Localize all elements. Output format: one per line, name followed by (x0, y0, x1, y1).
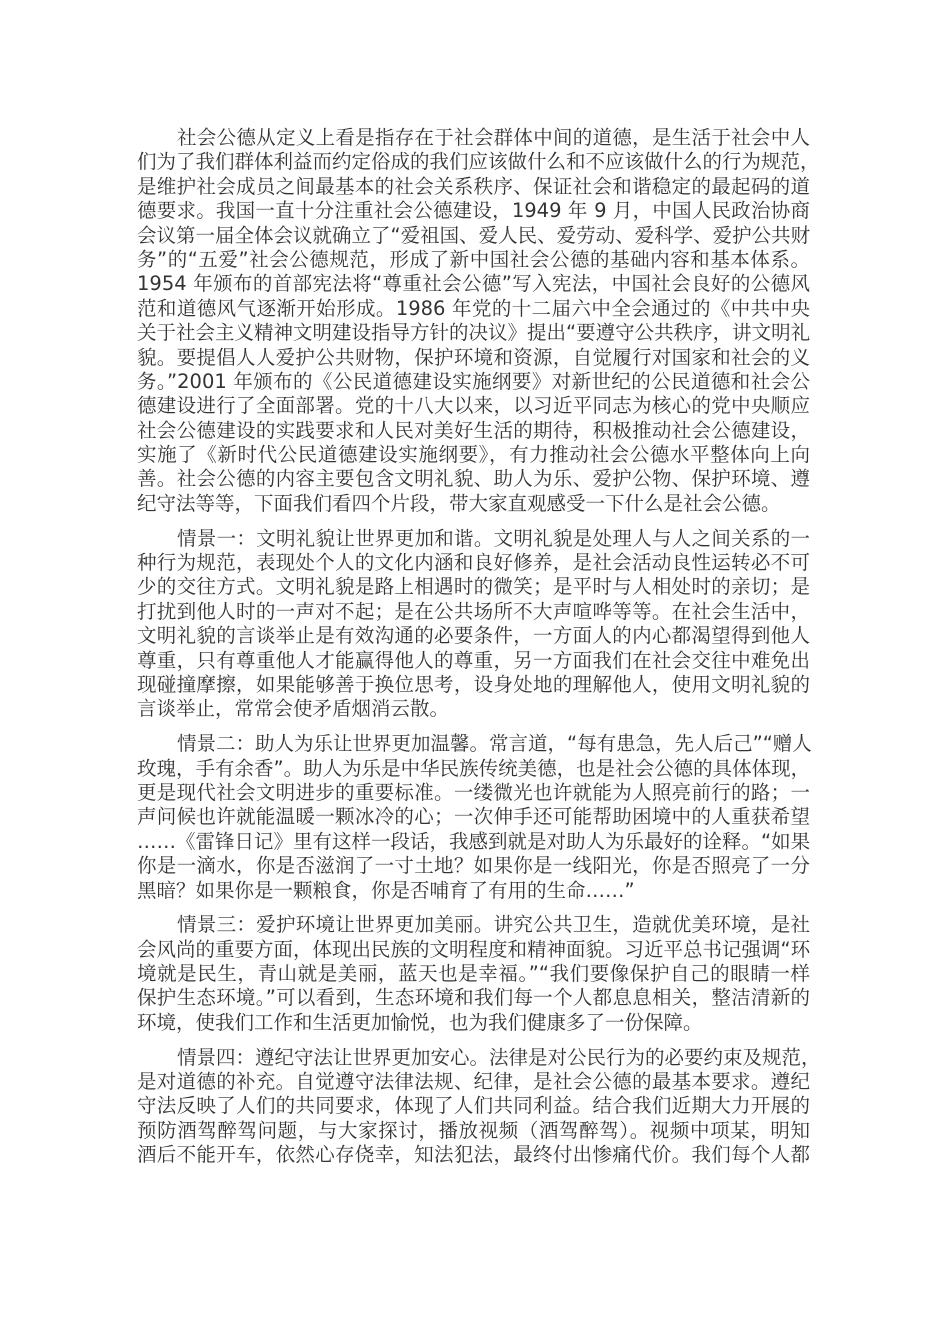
text-line: 们为了我们群体利益而约定俗成的我们应该做什么和不应该做什么的行为规范， (137, 150, 820, 174)
text-line: 守法反映了人们的共同要求，体现了人们共同利益。结合我们近期大力开展的 (137, 1094, 810, 1118)
text-line: 文明礼貌的言谈举止是有效沟通的必要条件，一方面人的内心都渴望得到他人 (137, 624, 810, 648)
text-line: 德建设进行了全面部署。党的十八大以来，以习近平同志为核心的党中央顺应 (137, 394, 810, 418)
text-line: 会议第一届全体会议就确立了“爱祖国、爱人民、爱劳动、爱科学、爱护公共财 (137, 223, 811, 247)
text-line: 更是现代社会文明进步的重要标准。一缕微光也许就能为人照亮前行的路；一 (137, 780, 810, 804)
text-line: 情景三：爱护环境让世界更加美丽。讲究公共卫生，造就优美环境，是社 (177, 913, 810, 937)
text-line: 实施了《新时代公民道德建设实施纲要》，有力推动社会公德水平整体向上向 (137, 443, 810, 467)
text-line: 少的交往方式。文明礼貌是路上相遇时的微笑；是平时与人相处时的亲切；是 (137, 575, 810, 599)
paragraph (137, 913, 810, 1035)
text-line: 社会公德从定义上看是指存在于社会群体中间的道德，是生活于社会中人 (177, 126, 810, 149)
text-line: 务。”2001 年颁布的《公民道德建设实施纲要》对新世纪的公民道德和社会公 (137, 369, 810, 393)
text-line: 打扰到他人时的一声对不起；是在公共场所不大声喧哗等等。在社会生活中， (137, 599, 810, 623)
text-line: 范和道德风气逐渐开始形成。1986 年党的十二届六中全会通过的《中共中央 (137, 296, 810, 320)
text-line: 会风尚的重要方面，体现出民族的文明程度和精神面貌。习近平总书记强调“环 (137, 937, 811, 961)
text-line: 务”的“五爱”社会公德规范，形成了新中国社会公德的基础内容和基本体系。 (137, 247, 810, 271)
text-line: 德要求。我国一直十分注重社会公德建设，1949 年 9 月，中国人民政治协商 (137, 199, 810, 223)
text-line: 善。社会公德的内容主要包含文明礼貌、助人为乐、爱护公物、保护环境、遵 (137, 467, 810, 491)
text-line: 种行为规范，表现处个人的文化内涵和良好修养，是社会活动良性运转必不可 (137, 551, 810, 575)
text-line: ……《雷锋日记》里有这样一段话，我感到就是对助人为乐最好的诠释。“如果 (137, 829, 811, 853)
text-line: 纪守法等等，下面我们看四个片段，带大家直观感受一下什么是社会公德。 (137, 491, 781, 515)
text-line: 关于社会主义精神文明建设指导方针的决议》提出“要遵守公共秩序，讲文明礼 (137, 321, 811, 345)
text-line: 环境，使我们工作和生活更加愉悦，也为我们健康多了一份保障。 (137, 1010, 703, 1034)
text-line: 言谈举止，常常会使矛盾烟消云散。 (137, 697, 450, 721)
text-line: 是维护社会成员之间最基本的社会关系秩序、保证社会和谐稳定的最起码的道 (137, 174, 810, 198)
text-line: 声问候也许就能温暖一颗冰冷的心；一次伸手还可能帮助困境中的人重获希望 (137, 805, 810, 829)
text-line: 貌。要提倡人人爱护公共财物，保护环境和资源，自觉履行对国家和社会的义 (137, 345, 810, 369)
text-line: 尊重，只有尊重他人才能赢得他人的尊重，另一方面我们在社会交往中难免出 (137, 648, 810, 672)
text-line: 预防酒驾醉驾问题，与大家探讨，播放视频（酒驾醉驾）。视频中项某，明知 (137, 1118, 810, 1142)
text-line: 是对道德的补充。自觉遵守法律法规、纪律，是社会公德的最基本要求。遵纪 (137, 1070, 810, 1094)
document-body (137, 126, 821, 1178)
text-line: 社会公德建设的实践要求和人民对美好生活的期待，积极推动社会公德建设， (137, 418, 810, 442)
paragraph (137, 1045, 821, 1168)
paragraph (137, 732, 810, 903)
paragraph (137, 126, 820, 516)
text-line: 黑暗？如果你是一颗粮食，你是否哺育了有用的生命……” (137, 878, 635, 902)
text-line: 保护生态环境。”可以看到，生态环境和我们每一个人都息息相关，整洁清新的 (137, 986, 810, 1010)
text-line: 玫瑰，手有余香”。助人为乐是中华民族传统美德，也是社会公德的具体体现， (137, 756, 811, 780)
text-line: 1954 年颁布的首部宪法将“尊重社会公德”写入宪法，中国社会良好的公德风 (137, 272, 810, 296)
text-line: 你是一滴水，你是否滋润了一寸土地？如果你是一线阳光，你是否照亮了一分 (137, 854, 810, 878)
text-line: 情景四：遵纪守法让世界更加安心。法律是对公民行为的必要约束及规范， (177, 1045, 821, 1069)
text-line: 情景二：助人为乐让世界更加温馨。常言道，“每有患急，先人后己”“赠人 (177, 732, 812, 756)
text-line: 境就是民生，青山就是美丽，蓝天也是幸福。”“我们要像保护自己的眼睛一样 (137, 962, 810, 986)
text-line: 酒后不能开车，依然心存侥幸，知法犯法，最终付出惨痛代价。我们每个人都 (137, 1143, 810, 1167)
paragraph (137, 527, 810, 722)
text-line: 情景一：文明礼貌让世界更加和谐。文明礼貌是处理人与人之间关系的一 (177, 526, 810, 550)
text-line: 现碰撞摩擦，如果能够善于换位思考，设身处地的理解他人，使用文明礼貌的 (137, 672, 810, 696)
